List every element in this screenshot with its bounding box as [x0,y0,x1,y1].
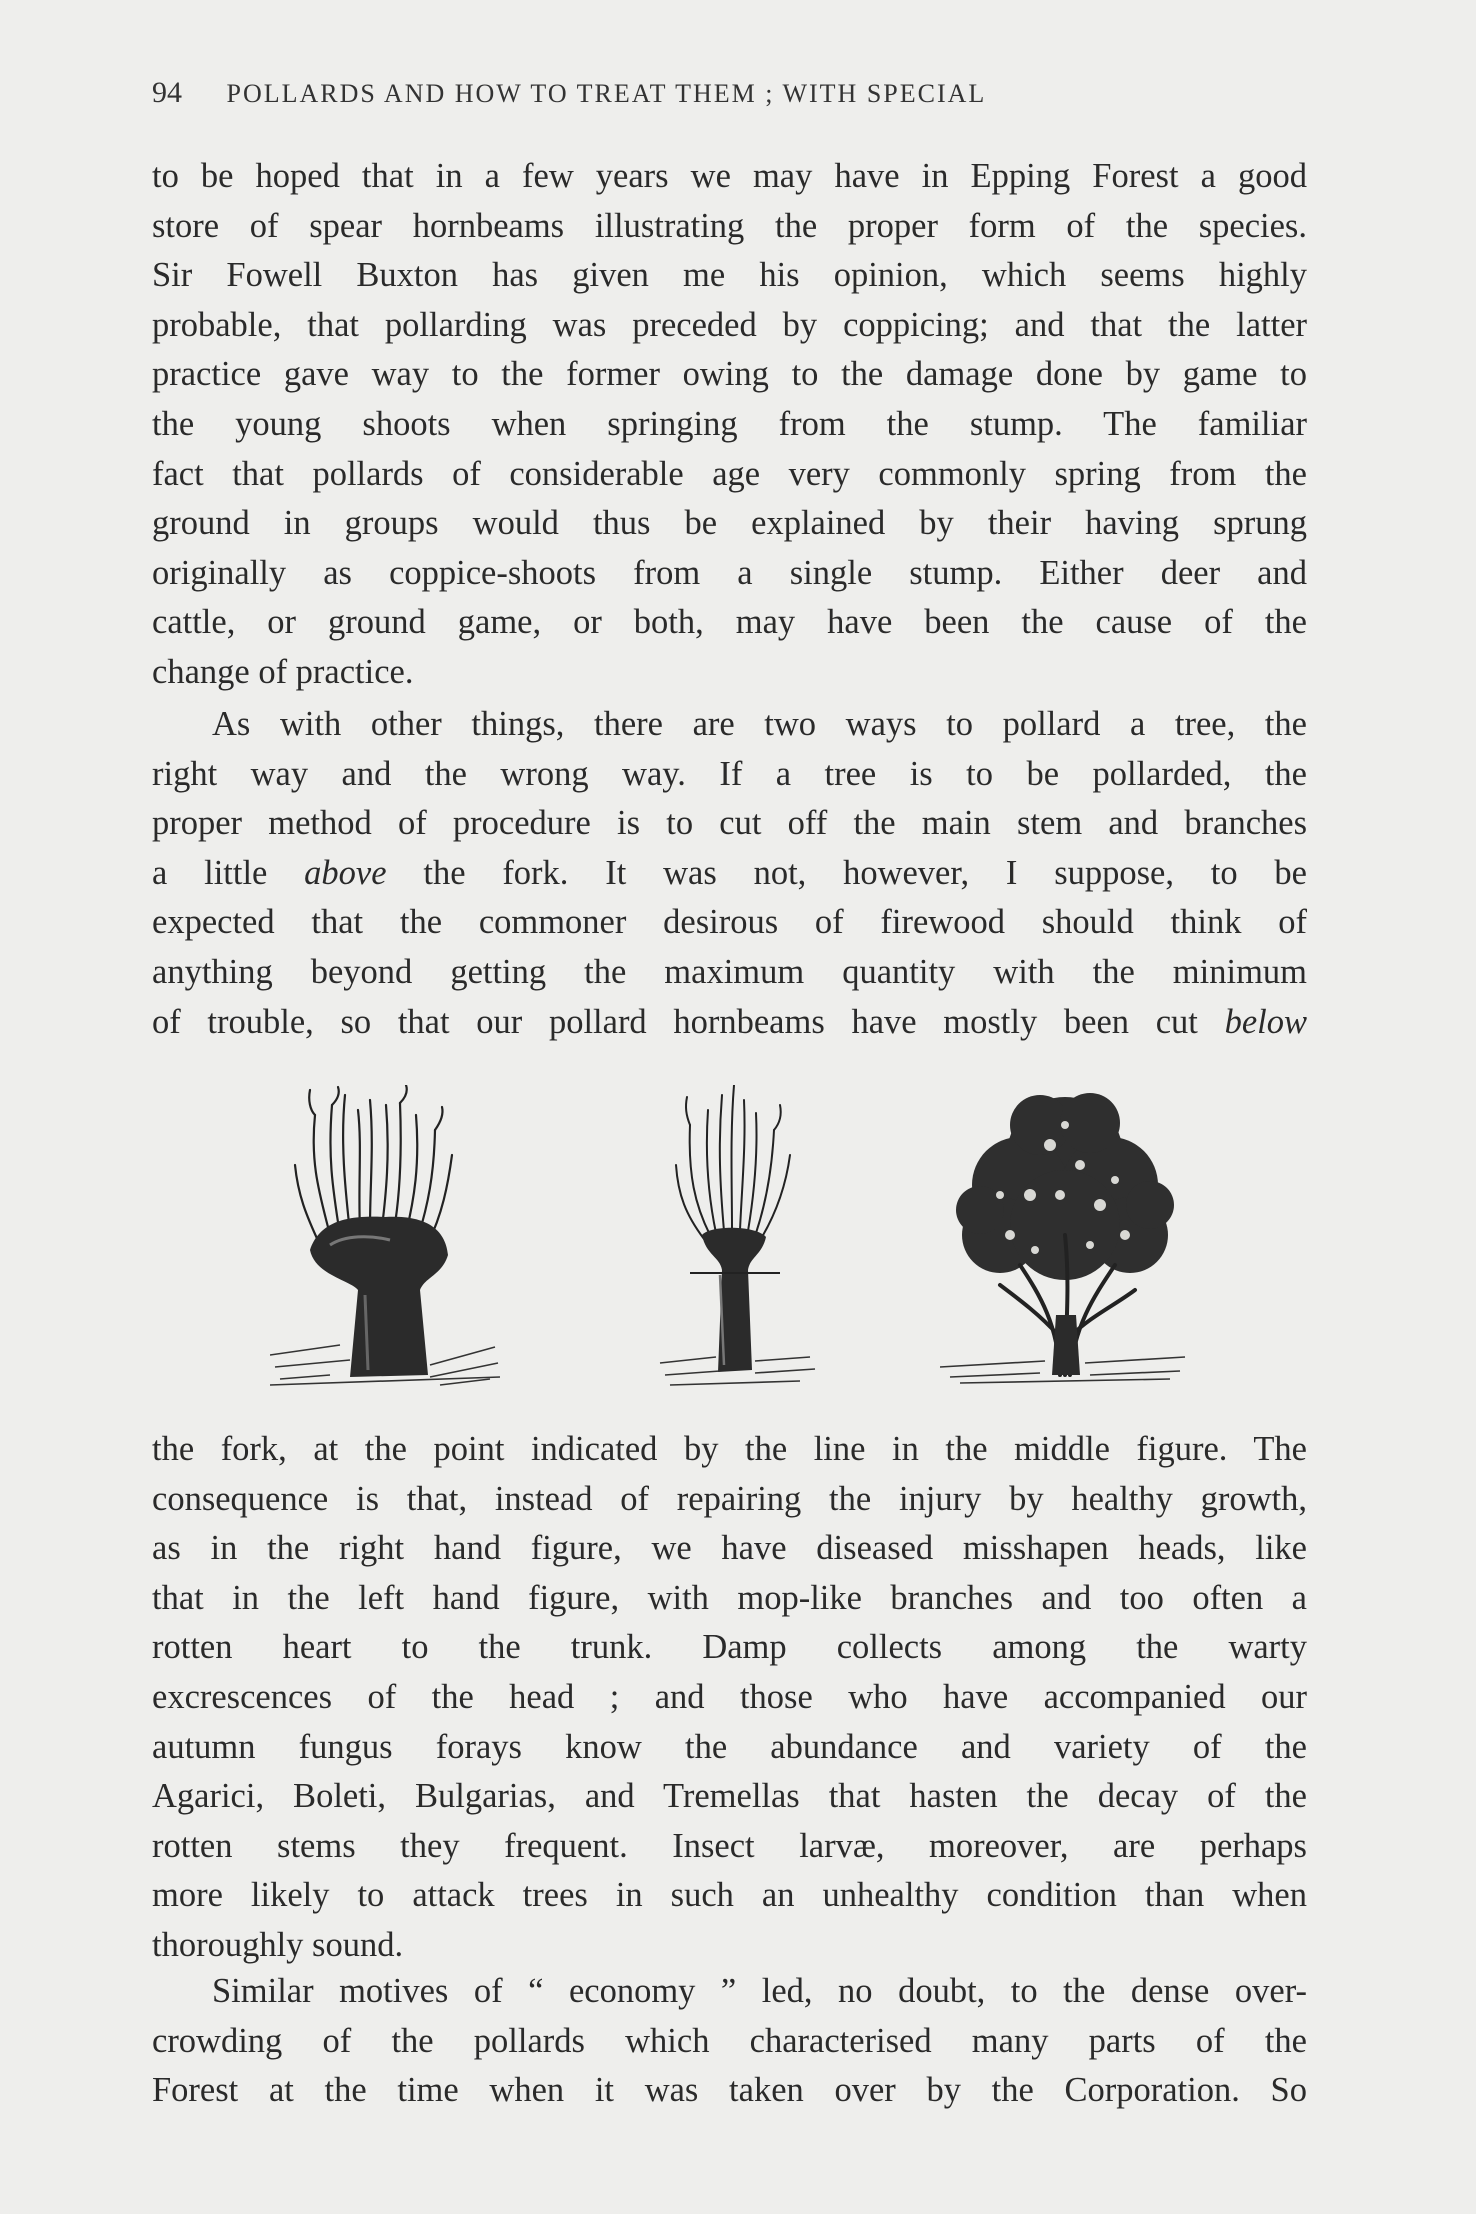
text-segment: of trouble, so that our pollard hornbeams have mostly been cut [152,1002,1225,1041]
text-line: cattle, or ground game, or both, may have been the cause of the [152,603,1307,642]
middle-tree-cut-line [650,1085,820,1405]
right-tree-healthy [940,1085,1190,1405]
text-line: excrescences of the head ; and those who have accompanied our [152,1677,1307,1716]
text-line: ground in groups would thus be explained by their having sprung [152,504,1307,543]
text-line: as in the right hand figure, we have diseased misshapen heads, like [152,1529,1307,1568]
text-line: the fork, at the point indicated by the line in the middle figure. The [152,1430,1307,1468]
paragraph-1 [152,152,1307,698]
text-line: practice gave way to the former owing to the damage done by game to [152,355,1307,394]
text-line: Similar motives of “ economy ” led, no doubt, to the dense over- [212,1972,1307,2010]
text-line: crowding of the pollards which characterised many parts of the [152,2021,1307,2060]
text-line: rotten stems they frequent. Insect larvæ, moreover, are perhaps [152,1826,1307,1865]
running-header [152,76,1307,110]
running-title: POLLARDS AND HOW TO TREAT THEM ; WITH SPECIAL [226,79,987,108]
paragraph-3 [152,1425,1307,1971]
text-line: right way and the wrong way. If a tree is to be pollarded, the [152,754,1307,793]
pollard-illustration [260,1085,1200,1405]
left-tree-diseased-pollard [270,1085,500,1405]
text-line: that in the left hand figure, with mop-like branches and too often a [152,1578,1307,1617]
paragraph-4 [152,1967,1307,2116]
text-line: rotten heart to the trunk. Damp collects among the warty [152,1628,1307,1667]
text-segment: a little [152,853,305,892]
text-line: originally as coppice-shoots from a single stump. Either deer and [152,553,1307,592]
text-line: autumn fungus forays know the abundance and variety of the [152,1727,1307,1766]
text-line: Sir Fowell Buxton has given me his opinion, which seems highly [152,256,1307,295]
text-line: anything beyond getting the maximum quantity with the minimum [152,952,1307,991]
text-line: more likely to attack trees in such an unhealthy condition than when [152,1876,1307,1915]
text-line: proper method of procedure is to cut off the main stem and branches [152,804,1307,843]
text-segment: the fork. It was not, however, I suppose, to be [386,853,1307,892]
text-line: probable, that pollarding was preceded by coppicing; and that the latter [152,305,1307,344]
text-line: to be hoped that in a few years we may have in Epping Forest a good [152,157,1307,195]
text-line: Forest at the time when it was taken over by the Corporation. So [152,2071,1307,2110]
text-line: expected that the commoner desirous of firewood should think of [152,903,1307,942]
text-line: thoroughly sound. [152,1925,404,1964]
emphasis-above: above [304,853,387,892]
text-line: the young shoots when springing from the stump. The familiar [152,404,1307,443]
text-line [152,998,1307,1048]
text-line: store of spear hornbeams illustrating the proper form of the species. [152,206,1307,245]
text-line: consequence is that, instead of repairing the injury by healthy growth, [152,1479,1307,1518]
page-number: 94 [152,76,182,109]
emphasis-below: below [1224,1002,1307,1041]
text-line: As with other things, there are two ways to pollard a tree, the [212,705,1307,743]
text-line [152,849,1307,899]
text-line: fact that pollards of considerable age very commonly spring from the [152,454,1307,493]
text-line: Agarici, Boleti, Bulgarias, and Tremellas that hasten the decay of the [152,1777,1307,1816]
paragraph-2 [152,700,1307,1047]
text-line: change of practice. [152,652,414,691]
